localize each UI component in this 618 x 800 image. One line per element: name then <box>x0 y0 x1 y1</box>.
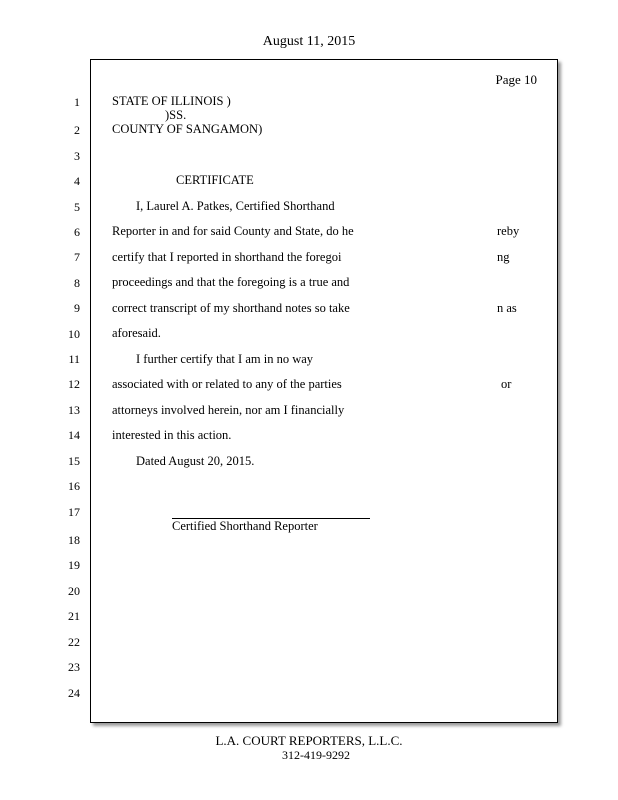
line-number-9: 9 <box>74 301 80 315</box>
line-number-1: 1 <box>74 95 80 109</box>
line-number-14: 14 <box>68 428 80 442</box>
line-number-10: 10 <box>68 327 80 341</box>
line-number-8: 8 <box>74 276 80 290</box>
line-number-20: 20 <box>68 584 80 598</box>
line-number-22: 22 <box>68 635 80 649</box>
text-line-7-tail: ng <box>497 250 510 264</box>
county-line: COUNTY OF SANGAMON) <box>112 122 263 136</box>
text-line-6: Reporter in and for said County and State, do he <box>112 224 354 238</box>
line-number-11: 11 <box>68 352 80 366</box>
text-line-6-tail: reby <box>497 224 520 238</box>
footer-company: L.A. COURT REPORTERS, L.L.C. <box>215 733 403 748</box>
line-number-21: 21 <box>68 609 80 623</box>
text-line-12: associated with or related to any of the parties <box>112 377 342 391</box>
signature-caption: Certified Shorthand Reporter <box>172 519 318 533</box>
text-line-14: interested in this action. <box>112 428 232 442</box>
text-line-9: correct transcript of my shorthand notes so take <box>112 301 350 315</box>
line-number-16: 16 <box>68 479 80 493</box>
dated-line: Dated August 20, 2015. <box>136 454 255 468</box>
state-line: STATE OF ILLINOIS ) <box>112 94 231 108</box>
page-number: Page 10 <box>495 72 537 87</box>
line-number-5: 5 <box>74 200 80 214</box>
ss-marker: )SS. <box>165 108 187 122</box>
text-line-5: I, Laurel A. Patkes, Certified Shorthand <box>136 199 335 213</box>
line-number-3: 3 <box>74 149 80 163</box>
line-number-12: 12 <box>68 377 80 391</box>
text-line-12-tail: or <box>501 377 512 391</box>
header-date: August 11, 2015 <box>262 34 356 49</box>
line-number-2: 2 <box>74 123 80 137</box>
line-number-15: 15 <box>68 454 80 468</box>
text-line-8: proceedings and that the foregoing is a true and <box>112 275 350 289</box>
line-number-6: 6 <box>74 225 80 239</box>
line-number-24: 24 <box>68 686 80 700</box>
footer-phone: 312-419-9292 <box>282 748 350 762</box>
text-line-7: certify that I reported in shorthand the foregoi <box>112 250 342 264</box>
line-number-23: 23 <box>68 660 80 674</box>
line-number-19: 19 <box>68 558 80 572</box>
line-number-17: 17 <box>68 505 80 519</box>
text-line-10: aforesaid. <box>112 326 161 340</box>
certificate-title: CERTIFICATE <box>176 173 254 187</box>
line-number-4: 4 <box>74 174 80 188</box>
text-line-9-tail: n as <box>497 301 517 315</box>
line-number-7: 7 <box>74 250 80 264</box>
text-line-13: attorneys involved herein, nor am I financially <box>112 403 345 417</box>
line-number-13: 13 <box>68 403 80 417</box>
line-number-18: 18 <box>68 533 80 547</box>
text-line-11: I further certify that I am in no way <box>136 352 314 366</box>
